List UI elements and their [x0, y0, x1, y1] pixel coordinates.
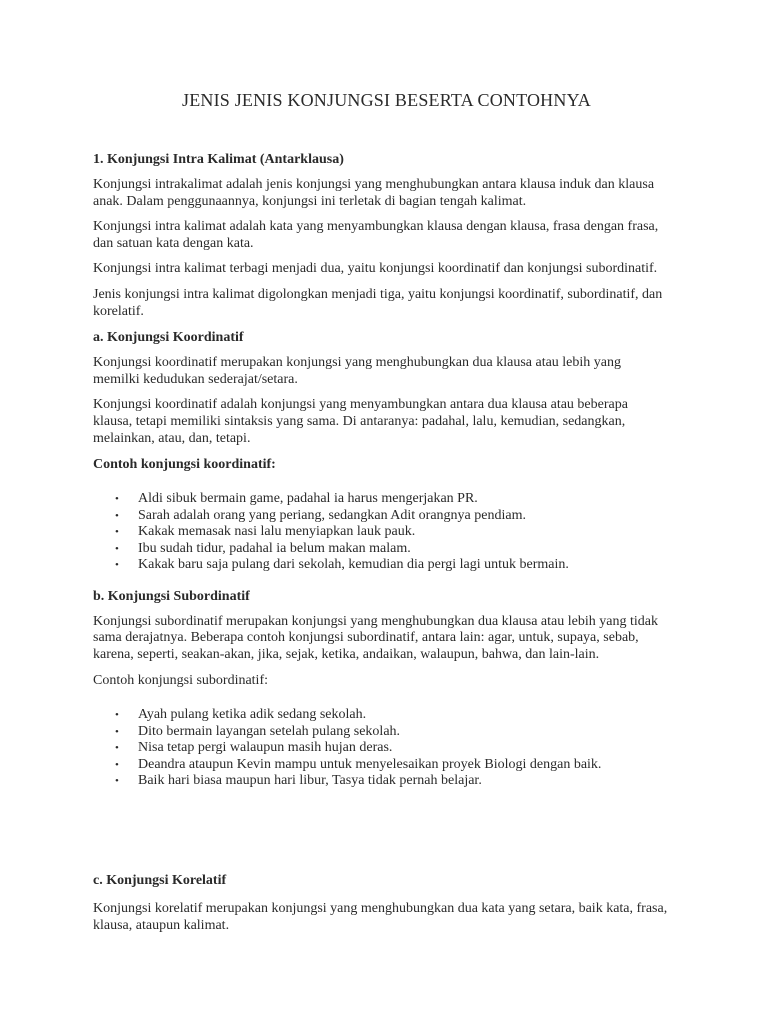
bullet-icon: •	[115, 559, 119, 572]
section-heading-intra-kalimat: 1. Konjungsi Intra Kalimat (Antarklausa)	[93, 152, 344, 167]
list-item	[93, 524, 668, 541]
document-title: JENIS JENIS KONJUNGSI BESERTA CONTOHNYA	[182, 90, 591, 110]
paragraph: Konjungsi intra kalimat terbagi menjadi dua, yaitu konjungsi koordinatif dan konjungsi subordinatif.	[93, 261, 658, 277]
example-list-subordinatif	[93, 707, 668, 790]
paragraph: Konjungsi intrakalimat adalah jenis konjungsi yang menghubungkan antara klausa induk dan klausa anak. Dalam penggunaannya, konjungsi ini terletak di bagian tengah kalimat.	[93, 177, 655, 209]
list-item	[93, 740, 668, 757]
list-item	[93, 773, 668, 790]
bullet-icon: •	[115, 709, 119, 722]
bullet-icon: •	[115, 725, 119, 738]
list-item	[93, 541, 668, 558]
paragraph: Konjungsi intra kalimat adalah kata yang menyambungkan klausa dengan klausa, frasa dengan frasa, dan satuan kata dengan kata.	[93, 219, 659, 251]
list-item	[93, 707, 668, 724]
list-item	[93, 508, 668, 525]
example-label-subordinatif: Contoh konjungsi subordinatif:	[93, 673, 268, 689]
paragraph: Konjungsi koordinatif merupakan konjungsi yang menghubungkan dua klausa atau lebih yang memilki kedudukan sederajat/setara.	[93, 355, 622, 387]
list-item-text: Deandra ataupun Kevin mampu untuk menyelesaikan proyek Biologi dengan baik.	[138, 756, 602, 772]
list-item	[93, 757, 668, 774]
list-item-text: Sarah adalah orang yang periang, sedangkan Adit orangnya pendiam.	[138, 507, 526, 523]
bullet-icon: •	[115, 526, 119, 539]
paragraph: Konjungsi korelatif merupakan konjungsi yang menghubungkan dua kata yang setara, baik kata, frasa, klausa, ataupun kalimat.	[93, 900, 668, 933]
example-label-koordinatif: Contoh konjungsi koordinatif:	[93, 457, 276, 473]
list-item-text: Aldi sibuk bermain game, padahal ia harus mengerjakan PR.	[138, 491, 478, 507]
section-heading-subordinatif: b. Konjungsi Subordinatif	[93, 588, 250, 604]
list-item-text: Baik hari biasa maupun hari libur, Tasya tidak pernah belajar.	[138, 773, 482, 789]
example-list-koordinatif	[93, 491, 668, 574]
section-heading-korelatif: c. Konjungsi Korelatif	[93, 872, 227, 888]
bullet-icon: •	[115, 509, 119, 522]
list-item	[93, 491, 668, 508]
blank-space	[93, 804, 668, 872]
bullet-icon: •	[115, 493, 119, 506]
bullet-icon: •	[115, 775, 119, 788]
list-item-text: Kakak memasak nasi lalu menyiapkan lauk pauk.	[138, 524, 416, 540]
list-item-text: Dito bermain layangan setelah pulang sekolah.	[138, 723, 401, 739]
list-item	[93, 724, 668, 741]
paragraph: Konjungsi koordinatif adalah konjungsi yang menyambungkan antara dua klausa atau beberapa klausa, tetapi memiliki sintaksis yang sama. Di antaranya: padahal, lalu, kemudian, sedangkan, melainkan, atau, dan, tetapi.	[93, 397, 628, 446]
list-item	[93, 557, 668, 574]
bullet-icon: •	[115, 742, 119, 755]
list-item-text: Ibu sudah tidur, padahal ia belum makan malam.	[138, 540, 411, 556]
paragraph: Konjungsi subordinatif merupakan konjungsi yang menghubungkan dua klausa atau lebih yang tidak sama derajatnya. Beberapa contoh konjungsi subordinatif, antara lain: agar, untuk, supaya, sebab, karena, seperti, seakan-akan, jika, sejak, ketika, andaikan, walaupun, bahwa, dan lain-lain.	[93, 613, 658, 662]
list-item-text: Ayah pulang ketika adik sedang sekolah.	[138, 707, 367, 723]
list-item-text: Nisa tetap pergi walaupun masih hujan deras.	[138, 740, 393, 756]
section-heading-koordinatif: a. Konjungsi Koordinatif	[93, 330, 244, 346]
bullet-icon: •	[115, 758, 119, 771]
paragraph: Jenis konjungsi intra kalimat digolongkan menjadi tiga, yaitu konjungsi koordinatif, subordinatif, dan korelatif.	[93, 286, 663, 319]
list-item-text: Kakak baru saja pulang dari sekolah, kemudian dia pergi lagi untuk bermain.	[138, 557, 569, 573]
bullet-icon: •	[115, 542, 119, 555]
